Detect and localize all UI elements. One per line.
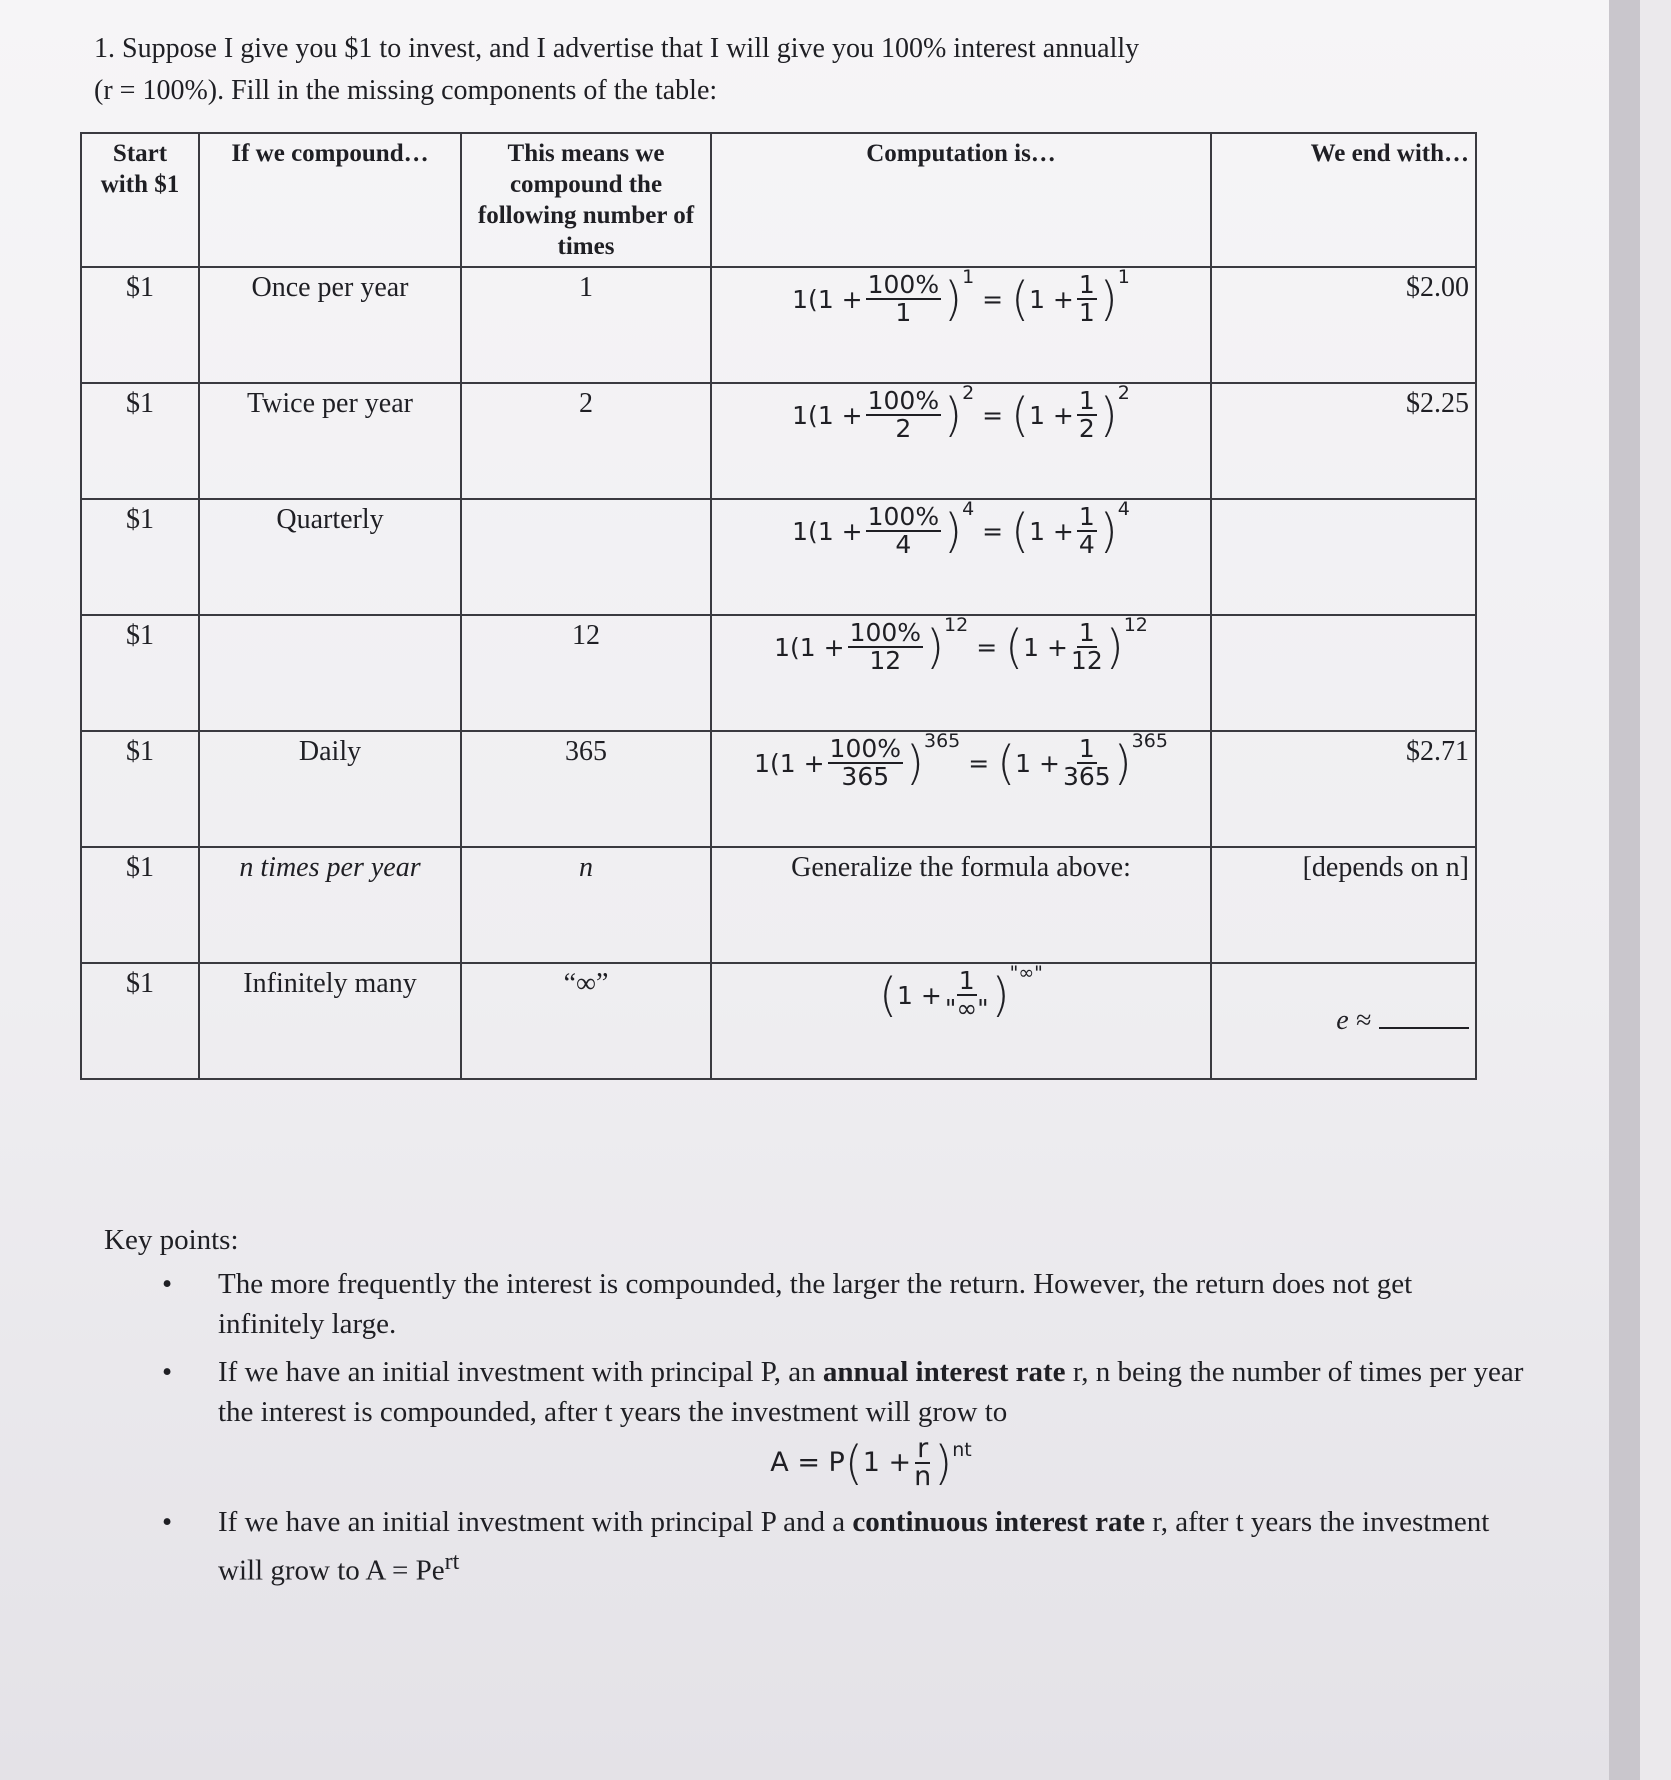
cell-compound: Infinitely many (199, 963, 461, 1079)
header-end: We end with… (1211, 133, 1476, 267)
cell-frac-num: 100% (867, 502, 940, 531)
cell-computation (711, 383, 1211, 499)
heading-line-1: 1. Suppose I give you $1 to invest, and I advertise that I will give you 100% interest annually (94, 33, 1140, 64)
cell-start: $1 (126, 388, 154, 419)
cell-rhs-den: 4 (1078, 530, 1095, 559)
cell-times[interactable] (461, 267, 711, 383)
cell-rhs-den: 365 (1062, 762, 1111, 791)
computation-expression: 1(1 + $\frac{100\%}{1}$ ) 1 = ( 1 + $\frac{1}{1}$ ) 1 (792, 266, 1130, 327)
cell-start (81, 383, 199, 499)
cell-rhs-exp: 1 (1117, 266, 1130, 288)
cell-end[interactable] (1211, 615, 1476, 731)
key-point-1: The more frequently the interest is compounded, the larger the return. However, the return does not get infinitely large. (218, 1268, 1413, 1340)
cell-frac-den: 4 (895, 530, 912, 559)
cell-compound: Twice per year (247, 388, 413, 419)
cell-frac-den: 2 (895, 414, 912, 443)
cell-rhs-exp: 4 (1117, 498, 1130, 520)
cell-frac-num: 100% (849, 618, 922, 647)
cell-exp: 4 (962, 498, 975, 520)
list-item (104, 1264, 1524, 1344)
cell-times[interactable] (461, 615, 711, 731)
cell-start (81, 615, 199, 731)
key-points-list (104, 1264, 1524, 1591)
cell-rhs-den: 2 (1078, 414, 1095, 443)
cell-times: 2 (579, 388, 593, 419)
computation-expression: 1(1 + $\frac{100\%}{2}$ ) 2 = ( 1 + $\frac{1}{2}$ ) 2 (792, 382, 1130, 443)
computation-expression: 1(1 + $\frac{100\%}{365}$ ) 365 = ( 1 + $\frac{1}{365}$ ) 365 (754, 730, 1168, 791)
formula-lhs: A = P (770, 1447, 845, 1478)
cell-rhs-num: 1 (1078, 270, 1095, 299)
cell-times: n (461, 847, 711, 963)
bullet-icon: • (162, 1268, 173, 1300)
table-row-n (81, 847, 1476, 963)
cell-times: 365 (565, 736, 607, 767)
cell-end: $2.00 (1406, 272, 1469, 303)
cell-rhs-num: 1 (1078, 386, 1095, 415)
cell-frac-den: 1 (895, 298, 912, 327)
table-header-row (81, 133, 1476, 267)
cell-base: 1(1 + (774, 632, 845, 662)
cell-computation (711, 499, 1211, 615)
cell-exp: 2 (962, 382, 975, 404)
key-point-2-text: If we have an initial investment with principal P, an (218, 1356, 823, 1388)
header-start: Start with $1 (81, 133, 199, 267)
cell-base: 1(1 + (754, 748, 825, 778)
cell-rhs-num: 1 (1078, 502, 1095, 531)
cell-compound[interactable] (199, 383, 461, 499)
bullet-icon: • (162, 1356, 173, 1388)
table-row (81, 731, 1476, 847)
cell-times[interactable] (461, 383, 711, 499)
compound-interest-table (80, 132, 1477, 1080)
formula-denominator: n (914, 1461, 932, 1492)
fraction-numerator: 1 (958, 966, 975, 995)
cell-compound[interactable] (199, 267, 461, 383)
key-point-2-text-cont: r, n being the number of times per year the interest is compounded, after t years the investment will grow to (218, 1356, 1524, 1428)
cell-start: $1 (81, 963, 199, 1079)
key-points-title: Key points: (104, 1224, 239, 1256)
cell-times: 12 (572, 620, 600, 651)
cell-rhs-num: 1 (1078, 734, 1095, 763)
exponent: "∞" (1009, 962, 1043, 984)
cell-exp: 1 (962, 266, 975, 288)
cell-computation (711, 731, 1211, 847)
generalize-prompt: Generalize the formula above: (791, 852, 1131, 883)
cell-times: “∞” (461, 963, 711, 1079)
cell-compound[interactable] (199, 499, 461, 615)
formula-numerator: r (917, 1433, 929, 1464)
cell-times[interactable] (461, 499, 711, 615)
cell-exp: 365 (923, 730, 961, 752)
cell-end[interactable] (1211, 963, 1476, 1079)
cell-times: 1 (579, 272, 593, 303)
cell-compound: Quarterly (276, 504, 384, 535)
cell-frac-num: 100% (867, 270, 940, 299)
cell-start (81, 499, 199, 615)
cell-base: 1(1 + (792, 516, 863, 546)
cell-exp: 12 (944, 614, 969, 636)
cell-computation (711, 615, 1211, 731)
cell-compound[interactable] (199, 731, 461, 847)
answer-blank[interactable] (1379, 1027, 1469, 1029)
cell-frac-num: 100% (829, 734, 902, 763)
header-computation: Computation is… (711, 133, 1211, 267)
key-point-2-bold: annual interest rate (822, 1356, 1066, 1388)
cell-rhs-exp: 2 (1117, 382, 1130, 404)
key-point-3-bold: continuous interest rate (852, 1506, 1146, 1538)
cell-start: $1 (126, 272, 154, 303)
table-row (81, 383, 1476, 499)
cell-compound: n times per year (199, 847, 461, 963)
cell-computation (711, 963, 1211, 1079)
cell-times[interactable] (461, 731, 711, 847)
cell-frac-den: 12 (869, 646, 902, 675)
cell-end[interactable] (1211, 267, 1476, 383)
fraction-denominator: "∞" (944, 994, 989, 1023)
cell-computation (711, 267, 1211, 383)
cell-start: $1 (81, 847, 199, 963)
cell-compound: Daily (298, 736, 362, 767)
limit-expression: ( 1 + $\frac{1}{"\infty"}$ ) "∞" (879, 962, 1043, 1023)
table-row-infinite (81, 963, 1476, 1079)
computation-expression: 1(1 + $\frac{100\%}{4}$ ) 4 = ( 1 + $\frac{1}{4}$ ) 4 (792, 498, 1130, 559)
list-item (104, 1502, 1524, 1591)
table-row (81, 615, 1476, 731)
cell-rhs-num: 1 (1078, 618, 1095, 647)
cell-computation[interactable] (711, 847, 1211, 963)
bullet-icon: • (162, 1506, 173, 1538)
cell-compound: Once per year (251, 272, 409, 303)
cell-end: [depends on n] (1211, 847, 1476, 963)
page-edge-shadow (1609, 0, 1640, 1780)
formula-exponent: nt (952, 1439, 972, 1461)
cell-start (81, 731, 199, 847)
cell-rhs-den: 12 (1070, 646, 1103, 675)
header-compound: If we compound… (199, 133, 461, 267)
cell-end: $2.71 (1406, 736, 1469, 767)
compound-formula: A = P ( 1 + $\frac{r}{n}$ ) nt (218, 1436, 1524, 1490)
key-point-3-exponent: rt (444, 1548, 460, 1575)
computation-expression: 1(1 + $\frac{100\%}{12}$ ) 12 = ( 1 + $\frac{1}{12}$ ) 12 (774, 614, 1148, 675)
cell-compound[interactable] (199, 615, 461, 731)
e-approx-label: e ≈ (1336, 1005, 1371, 1036)
cell-start: $1 (126, 504, 154, 535)
cell-base: 1(1 + (792, 400, 863, 430)
table-row (81, 499, 1476, 615)
cell-start: $1 (126, 736, 154, 767)
cell-rhs-exp: 365 (1131, 730, 1168, 752)
heading-line-2: (r = 100%). Fill in the missing components of the table: (94, 75, 718, 106)
cell-end[interactable] (1211, 731, 1476, 847)
key-point-3-text: If we have an initial investment with principal P and a (218, 1506, 853, 1538)
cell-start (81, 267, 199, 383)
cell-end[interactable] (1211, 383, 1476, 499)
cell-rhs-exp: 12 (1123, 614, 1148, 636)
list-item (104, 1352, 1524, 1490)
cell-rhs-den: 1 (1078, 298, 1095, 327)
cell-end: $2.25 (1406, 388, 1469, 419)
cell-frac-num: 100% (867, 386, 940, 415)
question-heading (94, 28, 1139, 112)
cell-start: $1 (126, 620, 154, 651)
key-points (104, 1220, 1524, 1599)
table-row (81, 267, 1476, 383)
cell-base: 1(1 + (792, 284, 863, 314)
cell-end[interactable] (1211, 499, 1476, 615)
header-times: This means we compound the following number of times (461, 133, 711, 267)
key-point-3-text-cont: r, after t years the investment will grow to A = Pe (218, 1506, 1490, 1587)
cell-frac-den: 365 (841, 762, 890, 791)
